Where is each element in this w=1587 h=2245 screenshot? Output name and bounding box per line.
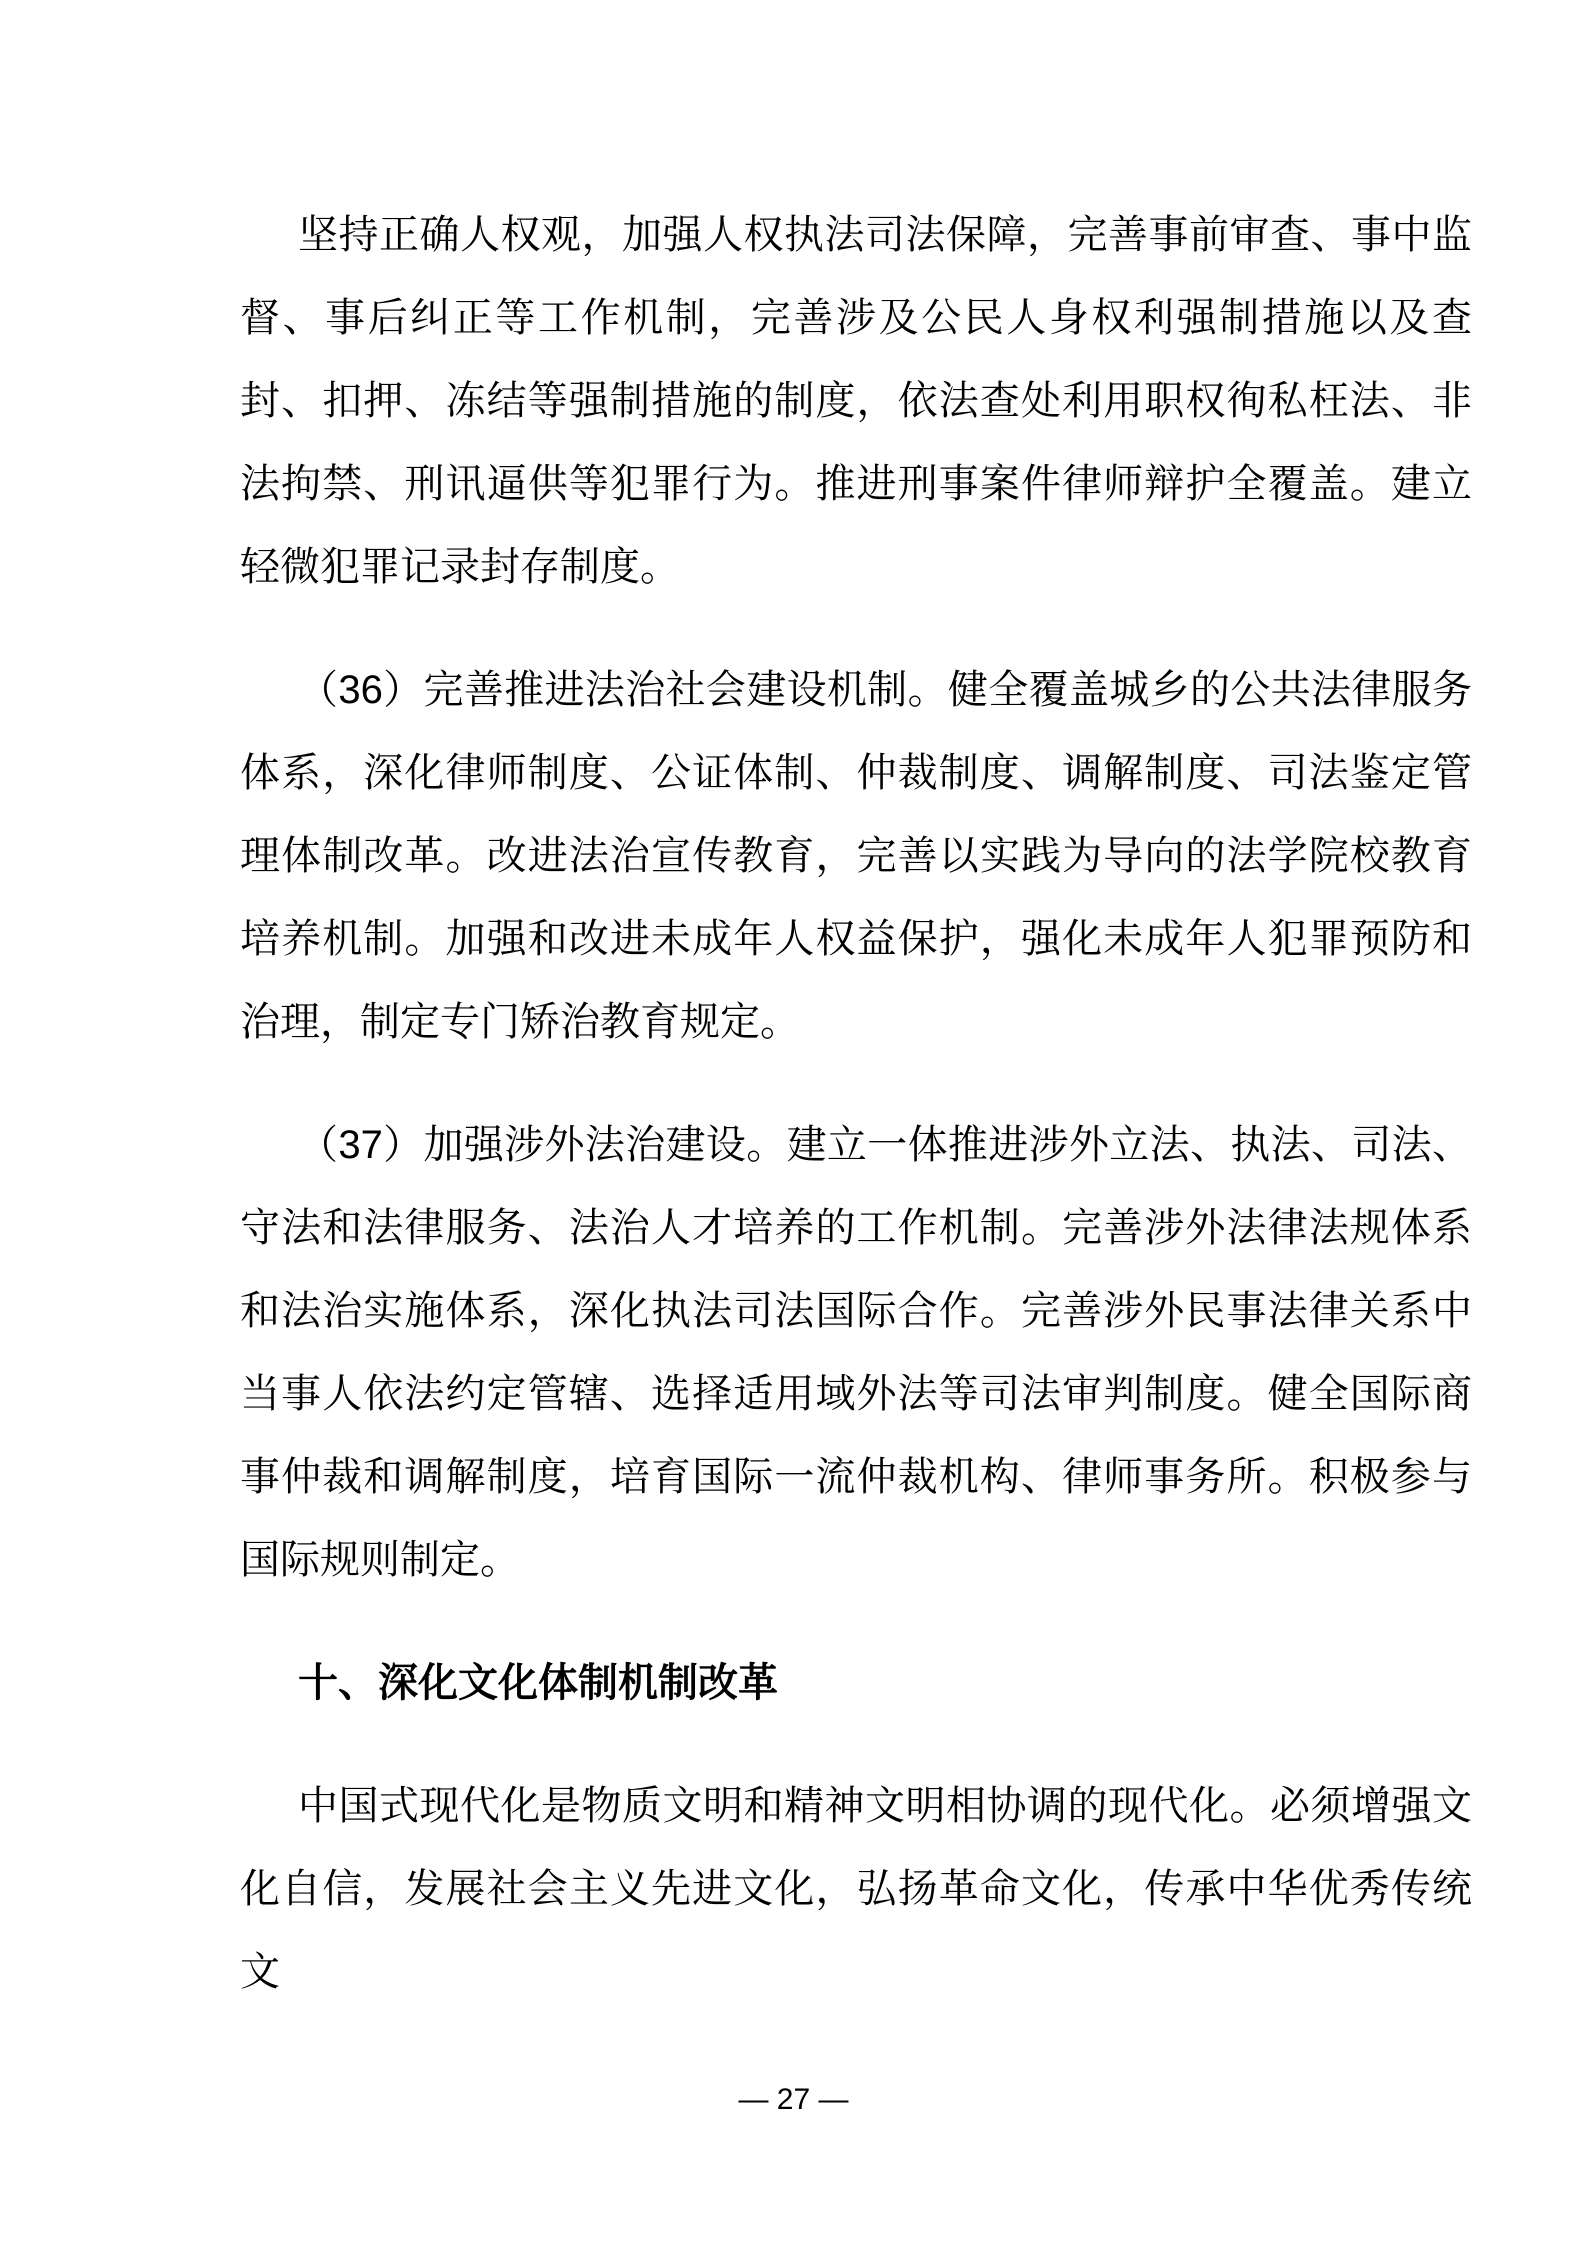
document-body <box>240 194 1472 2054</box>
paragraph-37: （37）加强涉外法治建设。建立一体推进涉外立法、执法、司法、守法和法律服务、法治人才培养的工作机制。完善涉外法律法规体系和法治实施体系，深化执法司法国际合作。完善涉外民事法律关系中当事人依法约定管辖、选择适用域外法等司法审判制度。健全国际商事仲裁和调解制度，培育国际一流仲裁机构、律师事务所。积极参与国际规则制定。 <box>240 1123 1472 1582</box>
page-footer <box>0 2082 1587 2118</box>
paragraph-human-rights: 坚持正确人权观，加强人权执法司法保障，完善事前审查、事中监督、事后纠正等工作机制，完善涉及公民人身权利强制措施以及查封、扣押、冻结等强制措施的制度，依法查处利用职权徇私枉法、非法拘禁、刑讯逼供等犯罪行为。推进刑事案件律师辩护全覆盖。建立轻微犯罪记录封存制度。 <box>240 213 1472 589</box>
paragraph-culture-intro: 中国式现代化是物质文明和精神文明相协调的现代化。必须增强文化自信，发展社会主义先进文化，弘扬革命文化，传承中华优秀传统文 <box>240 1784 1472 1994</box>
page-number: — 27 — <box>738 2083 849 2116</box>
section-heading-10: 十、深化文化体制机制改革 <box>298 1661 778 1705</box>
paragraph-36: （36）完善推进法治社会建设机制。健全覆盖城乡的公共法律服务体系，深化律师制度、公证体制、仲裁制度、调解制度、司法鉴定管理体制改革。改进法治宣传教育，完善以实践为导向的法学院校教育培养机制。加强和改进未成年人权益保护，强化未成年人犯罪预防和治理，制定专门矫治教育规定。 <box>240 668 1472 1044</box>
